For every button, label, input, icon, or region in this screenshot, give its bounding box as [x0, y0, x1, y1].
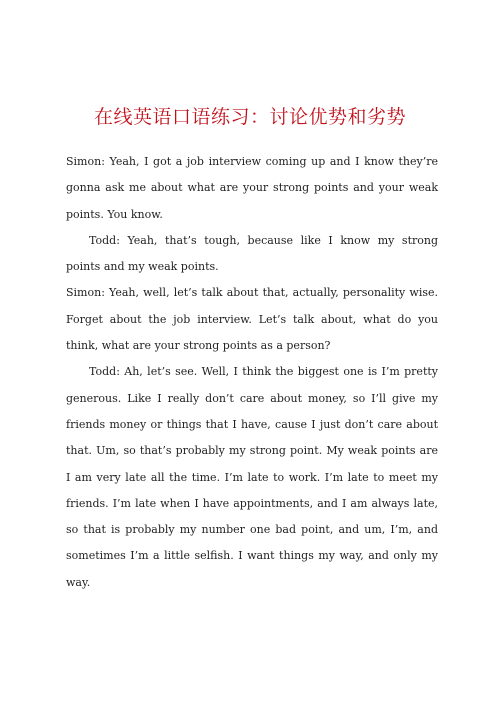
dialogue-paragraph-todd-2: Todd: Ah, let’s see. Well, I think the biggest one is I’m pretty generous. Like I really don’t care about money, so I’ll give my friends money or things that I have, cause I just don’t care about that. Um, so that’s probably my strong point. My weak points are I am very late all the time. I’m late to work. I’m late to meet my friends. I’m late when I have appointments, and I am always late, so that is probably my number one bad point, and um, I’m, and sometimes I’m a little selfish. I want things my way, and only my way. — [66, 365, 438, 589]
dialogue-paragraph-simon-2: Simon: Yeah, well, let’s talk about that, actually, personality wise. Forget about the job interview. Let’s talk about, what do you think, what are your strong points as a person? — [66, 286, 438, 353]
dialogue-paragraph-simon-1: Simon: Yeah, I got a job interview coming up and I know they’re gonna ask me about what are your strong points and your weak points. You know. — [66, 155, 438, 221]
dialogue-body — [66, 149, 438, 596]
dialogue-paragraph-todd-1: Todd: Yeah, that’s tough, because like I know my strong points and my weak points. — [66, 233, 438, 274]
document-title: 在线英语口语练习：讨论优势和劣势 — [93, 106, 406, 128]
